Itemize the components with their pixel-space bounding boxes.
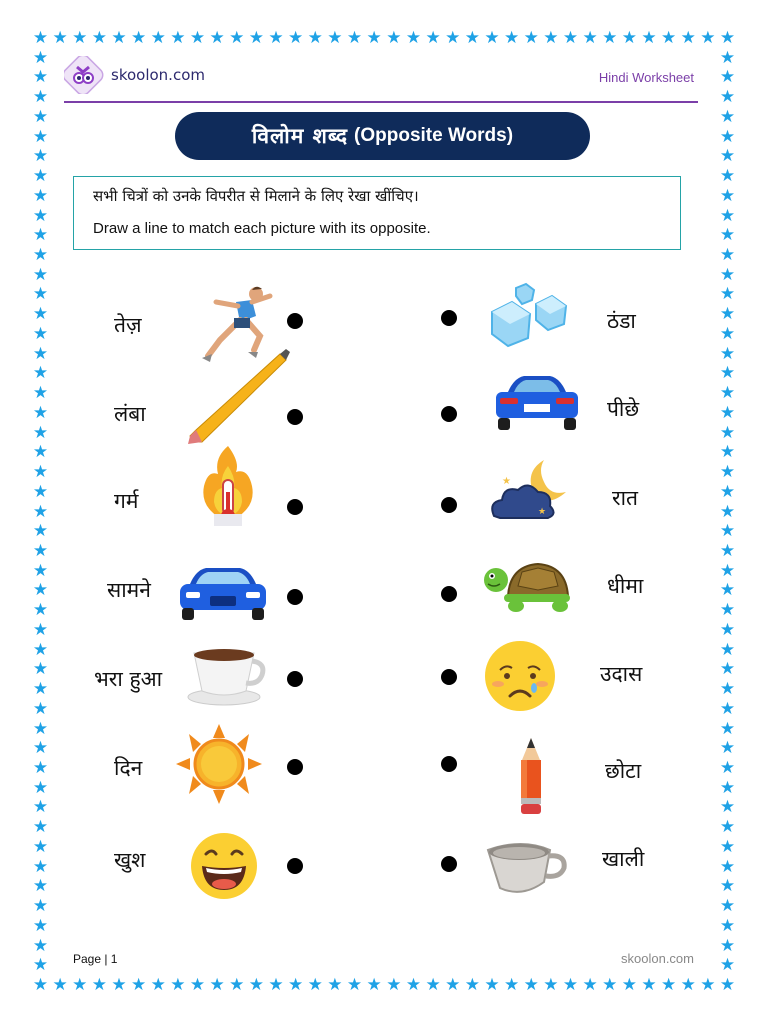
border-star-icon: ★: [562, 28, 579, 48]
left-word-7: खुश: [114, 848, 146, 872]
border-star-icon: ★: [562, 975, 579, 995]
border-star-icon: ★: [719, 462, 736, 483]
border-star-icon: ★: [719, 343, 736, 364]
border-star-icon: ★: [248, 28, 265, 48]
sun-icon: [176, 724, 262, 804]
right-word-2: पीछे: [607, 397, 640, 421]
border-star-icon: ★: [719, 935, 736, 956]
border-star-icon: ★: [32, 67, 49, 88]
border-star-icon: ★: [32, 955, 49, 976]
border-star-icon: ★: [32, 560, 49, 581]
border-star-icon: ★: [307, 975, 323, 995]
border-star-icon: ★: [32, 777, 49, 798]
border-star-icon: ★: [719, 146, 736, 167]
border-star-icon: ★: [32, 363, 49, 384]
border-star-icon: ★: [248, 975, 265, 995]
border-star-icon: ★: [719, 757, 736, 778]
sad-face-icon: [482, 640, 558, 712]
border-star-icon: ★: [719, 659, 736, 680]
border-star-icon: ★: [32, 975, 49, 995]
border-star-icon: ★: [32, 106, 49, 127]
right-word-6: छोटा: [605, 759, 642, 783]
border-star-icon: ★: [32, 185, 49, 206]
border-star-icon: ★: [425, 28, 441, 48]
border-star-icon: ★: [543, 975, 559, 995]
right-dot-3[interactable]: [441, 497, 457, 513]
border-star-icon: ★: [719, 264, 736, 285]
border-star-icon: ★: [32, 718, 49, 739]
border-star-icon: ★: [680, 28, 696, 48]
border-star-icon: ★: [170, 975, 186, 995]
border-star-icon: ★: [32, 540, 49, 561]
border-star-icon: ★: [366, 28, 382, 48]
title-english: (Opposite Words): [354, 125, 514, 146]
border-star-icon: ★: [503, 28, 520, 48]
border-star-icon: ★: [32, 876, 49, 897]
border-star-icon: ★: [366, 975, 382, 995]
border-star-icon: ★: [346, 28, 363, 48]
title-banner: [175, 112, 590, 160]
footer-site: skoolon.com: [621, 951, 694, 966]
border-star-icon: ★: [719, 915, 736, 936]
border-star-icon: ★: [719, 87, 736, 108]
border-star-icon: ★: [229, 975, 245, 995]
border-star-icon: ★: [719, 738, 736, 759]
border-star-icon: ★: [32, 462, 49, 483]
svg-text:★: ★: [538, 507, 547, 517]
border-star-icon: ★: [170, 28, 186, 48]
border-star-icon: ★: [719, 106, 736, 127]
border-star-icon: ★: [719, 817, 736, 838]
border-star-icon: ★: [32, 856, 49, 877]
border-star-icon: ★: [719, 442, 736, 463]
border-star-icon: ★: [719, 797, 736, 818]
border-star-icon: ★: [209, 975, 225, 995]
border-star-icon: ★: [32, 679, 49, 700]
border-star-icon: ★: [327, 28, 343, 48]
border-star-icon: ★: [32, 442, 49, 463]
border-star-icon: ★: [719, 856, 736, 877]
border-star-icon: ★: [719, 580, 736, 601]
border-star-icon: ★: [386, 975, 402, 995]
owl-logo-icon: [64, 56, 106, 94]
border-star-icon: ★: [32, 817, 49, 838]
border-star-icon: ★: [602, 975, 618, 995]
left-word-5: भरा हुआ: [94, 667, 163, 691]
border-star-icon: ★: [52, 975, 68, 995]
border-star-icon: ★: [719, 481, 736, 502]
left-word-4: सामने: [107, 578, 151, 602]
border-star-icon: ★: [621, 28, 637, 48]
border-star-icon: ★: [602, 28, 618, 48]
left-dot-5[interactable]: [287, 671, 303, 687]
border-star-icon: ★: [91, 28, 107, 48]
full-cup-icon: [186, 645, 266, 707]
right-word-3: रात: [612, 486, 638, 510]
border-star-icon: ★: [719, 639, 736, 660]
border-star-icon: ★: [307, 28, 323, 48]
border-star-icon: ★: [719, 166, 736, 187]
border-star-icon: ★: [32, 836, 49, 857]
border-star-icon: ★: [719, 205, 736, 226]
left-dot-6[interactable]: [287, 759, 303, 775]
border-star-icon: ★: [719, 836, 736, 857]
border-star-icon: ★: [32, 284, 49, 305]
svg-text:★: ★: [502, 476, 511, 487]
border-star-icon: ★: [32, 245, 49, 266]
header-divider: [64, 101, 698, 103]
border-star-icon: ★: [719, 876, 736, 897]
left-dot-7[interactable]: [287, 858, 303, 874]
border-star-icon: ★: [719, 718, 736, 739]
border-star-icon: ★: [719, 323, 736, 344]
left-dot-2[interactable]: [287, 409, 303, 425]
border-star-icon: ★: [719, 67, 736, 88]
border-star-icon: ★: [32, 639, 49, 660]
left-dot-3[interactable]: [287, 499, 303, 515]
border-star-icon: ★: [719, 225, 736, 246]
border-star-icon: ★: [405, 28, 422, 48]
right-dot-2[interactable]: [441, 406, 457, 422]
left-dot-4[interactable]: [287, 589, 303, 605]
border-star-icon: ★: [582, 975, 598, 995]
moon-cloud-icon: [488, 456, 568, 522]
border-star-icon: ★: [405, 975, 422, 995]
border-star-icon: ★: [32, 47, 49, 68]
border-star-icon: ★: [700, 975, 716, 995]
car-front-icon: [176, 564, 270, 624]
border-star-icon: ★: [445, 975, 461, 995]
instruction-english: Draw a line to match each picture with its opposite.: [93, 220, 431, 237]
border-star-icon: ★: [32, 323, 49, 344]
ice-cubes-icon: [488, 282, 570, 348]
border-star-icon: ★: [543, 28, 559, 48]
border-star-icon: ★: [660, 28, 677, 48]
border-star-icon: ★: [32, 264, 49, 285]
border-star-icon: ★: [131, 28, 147, 48]
border-star-icon: ★: [327, 975, 343, 995]
border-star-icon: ★: [32, 146, 49, 167]
fire-thermometer-icon: [196, 444, 260, 528]
title-hindi: विलोम शब्द: [251, 124, 349, 148]
border-star-icon: ★: [72, 28, 88, 48]
border-star-icon: ★: [91, 975, 107, 995]
border-star-icon: ★: [111, 975, 127, 995]
border-star-icon: ★: [32, 521, 49, 542]
right-word-1: ठंडा: [607, 309, 636, 333]
border-star-icon: ★: [32, 225, 49, 246]
border-star-icon: ★: [719, 47, 736, 68]
right-dot-7[interactable]: [441, 856, 457, 872]
border-star-icon: ★: [32, 126, 49, 147]
empty-cup-icon: [484, 840, 568, 900]
border-star-icon: ★: [72, 975, 88, 995]
border-star-icon: ★: [484, 975, 500, 995]
border-star-icon: ★: [700, 28, 716, 48]
border-star-icon: ★: [32, 757, 49, 778]
border-star-icon: ★: [719, 422, 736, 443]
car-back-icon: [494, 374, 580, 432]
border-star-icon: ★: [719, 363, 736, 384]
happy-face-icon: [188, 832, 260, 900]
border-star-icon: ★: [32, 343, 49, 364]
border-star-icon: ★: [32, 896, 49, 917]
brand-name: skoolon.com: [111, 66, 205, 84]
border-star-icon: ★: [523, 28, 539, 48]
left-word-6: दिन: [114, 756, 143, 780]
border-star-icon: ★: [288, 975, 304, 995]
border-star-icon: ★: [32, 935, 49, 956]
border-star-icon: ★: [484, 28, 500, 48]
border-star-icon: ★: [719, 560, 736, 581]
short-pencil-icon: [516, 738, 546, 816]
border-star-icon: ★: [660, 975, 677, 995]
left-word-1: तेज़: [114, 313, 142, 337]
border-star-icon: ★: [523, 975, 539, 995]
border-star-icon: ★: [32, 422, 49, 443]
border-star-icon: ★: [346, 975, 363, 995]
border-star-icon: ★: [32, 383, 49, 404]
border-star-icon: ★: [32, 304, 49, 325]
left-dot-1[interactable]: [287, 313, 303, 329]
border-star-icon: ★: [680, 975, 696, 995]
border-star-icon: ★: [52, 28, 68, 48]
border-star-icon: ★: [719, 698, 736, 719]
long-pencil-icon: [182, 346, 292, 446]
border-star-icon: ★: [719, 975, 736, 995]
right-word-5: उदास: [600, 662, 643, 686]
skoolon-logo: [64, 56, 214, 94]
border-star-icon: ★: [209, 28, 225, 48]
border-star-icon: ★: [621, 975, 637, 995]
border-star-icon: ★: [32, 205, 49, 226]
right-word-7: खाली: [602, 847, 645, 871]
border-star-icon: ★: [719, 896, 736, 917]
border-star-icon: ★: [719, 185, 736, 206]
border-star-icon: ★: [131, 975, 147, 995]
border-star-icon: ★: [503, 975, 520, 995]
border-star-icon: ★: [32, 619, 49, 640]
left-word-2: लंबा: [114, 402, 146, 426]
right-dot-1[interactable]: [441, 310, 457, 326]
border-star-icon: ★: [719, 28, 736, 48]
right-word-4: धीमा: [607, 574, 644, 598]
border-star-icon: ★: [719, 245, 736, 266]
border-star-icon: ★: [32, 580, 49, 601]
border-star-icon: ★: [719, 600, 736, 621]
border-star-icon: ★: [229, 28, 245, 48]
border-star-icon: ★: [719, 402, 736, 423]
border-star-icon: ★: [719, 540, 736, 561]
border-star-icon: ★: [719, 619, 736, 640]
border-star-icon: ★: [719, 777, 736, 798]
instruction-hindi: सभी चित्रों को उनके विपरीत से मिलाने के लिए रेखा खींचिए।: [93, 187, 419, 205]
left-word-3: गर्म: [114, 489, 139, 513]
border-star-icon: ★: [32, 481, 49, 502]
border-star-icon: ★: [445, 28, 461, 48]
right-dot-4[interactable]: [441, 586, 457, 602]
border-star-icon: ★: [32, 166, 49, 187]
border-star-icon: ★: [288, 28, 304, 48]
border-star-icon: ★: [150, 975, 166, 995]
border-star-icon: ★: [268, 28, 284, 48]
border-star-icon: ★: [32, 698, 49, 719]
border-star-icon: ★: [268, 975, 284, 995]
worksheet-label: Hindi Worksheet: [598, 70, 694, 85]
border-star-icon: ★: [719, 521, 736, 542]
border-star-icon: ★: [719, 501, 736, 522]
border-star-icon: ★: [32, 915, 49, 936]
right-dot-5[interactable]: [441, 669, 457, 685]
border-star-icon: ★: [32, 797, 49, 818]
border-star-icon: ★: [719, 304, 736, 325]
border-star-icon: ★: [32, 28, 49, 48]
border-star-icon: ★: [32, 659, 49, 680]
border-star-icon: ★: [32, 402, 49, 423]
border-star-icon: ★: [32, 738, 49, 759]
border-star-icon: ★: [719, 284, 736, 305]
border-star-icon: ★: [189, 28, 206, 48]
border-star-icon: ★: [32, 87, 49, 108]
border-star-icon: ★: [641, 28, 657, 48]
border-star-icon: ★: [719, 955, 736, 976]
border-star-icon: ★: [150, 28, 166, 48]
border-star-icon: ★: [425, 975, 441, 995]
border-star-icon: ★: [464, 975, 480, 995]
border-star-icon: ★: [582, 28, 598, 48]
border-star-icon: ★: [464, 28, 480, 48]
border-star-icon: ★: [32, 600, 49, 621]
border-star-icon: ★: [719, 383, 736, 404]
border-star-icon: ★: [189, 975, 206, 995]
border-star-icon: ★: [719, 679, 736, 700]
right-dot-6[interactable]: [441, 756, 457, 772]
instruction-box: [73, 176, 681, 250]
turtle-icon: [482, 558, 576, 614]
border-star-icon: ★: [719, 126, 736, 147]
page-number: Page | 1: [73, 952, 118, 966]
border-star-icon: ★: [641, 975, 657, 995]
border-star-icon: ★: [386, 28, 402, 48]
border-star-icon: ★: [32, 501, 49, 522]
border-star-icon: ★: [111, 28, 127, 48]
